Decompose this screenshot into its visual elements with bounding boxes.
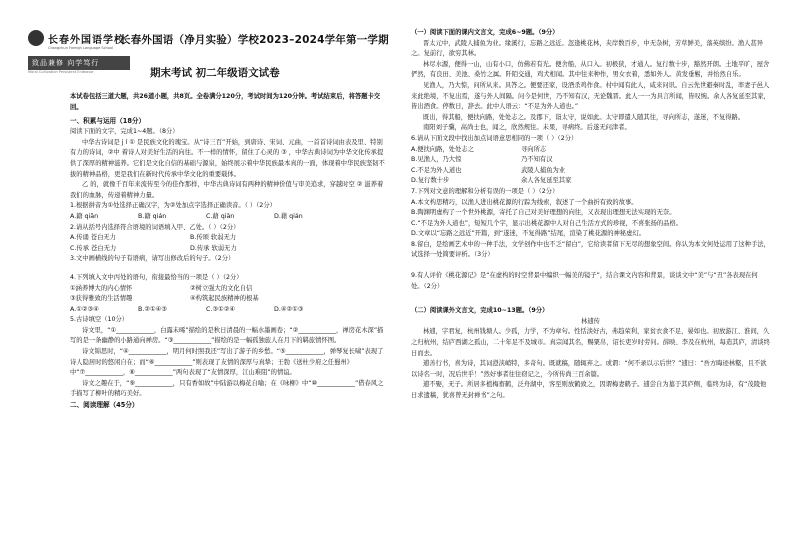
exam-title-line2: 期末考试 初二年级语文试卷 [150,67,280,79]
q6-option-d2: 余人各复延至其家 [521,177,572,185]
school-emblem-icon [28,30,44,46]
classical-passage-para: 林尽水源，便得一山，山有小口，仿佛若有光。便舍船，从口入。初极狭，才通人。复行数十步，豁然开朗。土地平旷，屋舍俨然，有良田、美池、桑竹之属。阡陌交通，鸡犬相闻。其中往来种作，男女衣着，悉如外人。黄发垂髫，并怡然自乐。 [411,60,770,79]
section1-read-instruction: 阅读下面的文字，完成1~4题。（8分） [70,128,179,136]
classical-passage-para: 见渔人，乃大惊，问所从来。具答之。便要还家，设酒杀鸡作食。村中闻有此人，咸来问讯。自云先世避秦时乱，率妻子邑人来此绝境，不复出焉，遂与外人间隔。问今是何世，乃不知有汉，无论魏晋。此人一一为具言所闻，皆叹惋。余人各复延至其家，皆出酒食。停数日，辞去。此中人语云：“不足为外人道也。” [411,81,770,111]
q6-option-a: A.便扶向路，处处志之 [411,145,474,153]
school-motto: 致品兼修 向学笃行 [28,56,130,70]
question-6: 6.请从下面文段中找出加点词语意思相同的一项（ ）（2分） [411,134,578,142]
exam-title-line1: 长春外国语（净月实验）学校2023–2024学年第一学期 [120,34,389,46]
q4-sentence: ②树立强大的文化自信 [190,284,253,292]
question-5: 5.古诗填空（10分） [70,316,129,324]
q6-option-c2: 武陵人捕鱼为业 [521,166,566,174]
q7-option: C.“不足为外人道也”，短短几个字，显示出桃花源中人对自己生活方式的珍视，不喜张扬的品格。 [411,219,683,227]
question-3: 3.文中画横线的句子有语病，请写出修改后的句子。（2分） [70,255,235,263]
section2-heading: 二、阅读理解（45分） [70,401,139,410]
q4-choice: A.①②③④ [70,305,99,313]
right-page [397,0,794,560]
q7-option: D.文章以“忘路之远近”开篇，到“遂迷，不复得路”结尾，渲染了桃花源的神秘虚幻。 [411,230,645,238]
passage2-para: 逋善行书，喜为诗，其词澄浃峭特，多奇句。既就稿，随辄弃之。或谓：“何不录以示后世？”逋曰：“吾方晦迹林壑，且不欲以诗名一时，况后世乎！”然好事者往往窃记之，今所传尚三百余篇。 [411,360,767,378]
q5-text: 诗文锦思时，“④____________，明月何时照我还”写出了游子的乡愁。“⑤____________，弹琴复长啸”表现了诗人隐居时的悠闲自在；而“⑥____________”则表现了友情的深厚与真挚；王勃《送杜少府之任蜀州》中“⑦____________，⑧____________”两句表现了“友情深厚，江山难阻”的情谊。 [70,348,384,377]
classical-passage-para: 晋太元中，武陵人捕鱼为业。缘溪行，忘路之远近。忽逢桃花林，夹岸数百步，中无杂树，芳草鲜美，落英缤纷。渔人甚异之。复前行，欲穷其林。 [411,39,764,58]
question-4: 4.下列填入文中丙处的语句，衔接最恰当的一项是（ ）（2分） [70,273,243,281]
question-8: 8.留白，是绘画艺术中的一种手法，文学创作中也不乏“留白”，它给读者留下无尽的想象空间。你认为本文何处运用了这种手法，试选择一处简要评析。（3分） [411,240,770,259]
q4-sentence: ④构筑起民族精神的根基 [190,295,259,303]
q1-option: D.藉 qián [274,212,303,220]
q4-sentence: ③获得雅致的生活情趣 [70,295,133,303]
q2-option: B.传颂 软弱无力 [190,234,237,242]
q6-option-b2: 乃不知有汉 [521,156,553,164]
q1-option: C.藉 qiān [206,212,235,220]
logo-en: Changchun Foreign Language School [48,46,114,50]
school-motto-en: Moral Cultivation Persistent Endeavor [28,70,94,74]
q2-option: A.传诵 苍白无力 [70,234,116,242]
q6-option-c: C.不足为外人道也 [411,166,462,174]
section1-heading: 一、积累与运用（18分） [70,117,146,126]
passage2-para: 林逋，字君复，杭州钱塘人。少孤，力学，不为章句。性恬淡好古，弗趋荣利，家贫衣食不足，晏如也。初放游江、淮间，久之归杭州，结庐西湖之孤山，二十年足不及城市。真宗闻其名，赐粟帛，诏长吏岁时劳问。薛映、李及在杭州，每造其庐，清谈终日而去。 [411,328,770,357]
q6-option-a2: 寻向所志 [521,145,547,153]
logo-cn: 长春外国语学校 [48,34,125,46]
intro-text: 本试卷包括三道大题，共26道小题，共8页。全卷满分120分，考试时间为120分钟。考试结束后，将答题卡交回。 [70,93,381,111]
q7-option: A.本文构思精巧，以渔人进出桃花源的行踪为线索，叙述了一个曲折有致的故事。 [411,198,638,206]
question-1: 1.根据拼音为①处选择正确汉字，为②处加点字选择正确读音。（ ）（2分） [70,202,276,210]
classical-passage-para: 南阳刘子骥，高尚士也，闻之，欣然规往。未果，寻病终。后遂无问津者。 [423,124,631,132]
question-7: 7.下列对文意的理解和分析有误的一项是（ ）（2分） [411,187,559,195]
subsection2-heading: （二）阅读课外文言文，完成10~13题。（9分） [411,307,549,315]
school-logo [28,30,130,84]
q1-option: A.籍 qiān [70,212,99,220]
passage-para: 中华古诗词是 j í ① 是民族文化的瑰宝。从“诗三百”开始，到唐诗、宋词、元曲，一首首诗词由表及里、特别有力的诗词，②中 着诗人对美好生活的向往。不一样的情怀，留住了心灵的 ③ ，中华古典诗词为中华文化传承提供了深厚的精神滋养。它们是文化自信的基础与源泉，始终展示着中华民族最本真的一面，体现着中华民族坚韧不拔的精神品格，更是我们在新时代传承中华文化的重要载体。 [70,138,385,178]
question-9: 9.有人评价《桃花源记》是“在虚构的时空背景中编织一幅美的镜子”，结合课文内容和背景，谈谈文中“美”与“丑”各表现在何处。（2分） [411,272,758,290]
classical-passage-para: 既出，得其船，便扶向路，处处志之。及郡下，诣太守，说如此。太守即遣人随其往，寻向所志，遂迷，不复得路。 [423,113,745,121]
subsection1-heading: （一）阅读下面的课内文言文，完成6~9题。（9分） [411,29,559,36]
q6-option-d: D.复行数十步 [411,177,450,185]
q4-sentence: ①涵养博大的内心情怀 [70,284,133,292]
question-2: 2.请从括号内选择符合语境的词语填入甲、乙处。（ ）（2分） [70,223,240,231]
q6-option-b: B.见渔人，乃大惊 [411,156,462,164]
q2-option: C.传承 苍白无力 [70,244,117,252]
passage-para: 乙 的，就像千百年来流传至今的佳作那样，中华古典诗词有两种的精神价值与审美追求，穿越时空 ② 滋养着我们的血脉，传递着精神力量。 [70,181,384,199]
q4-choice: D.④②①③ [274,305,304,313]
q5-text: 诗文之趣在于，“⑨____________，只有香如故”中陆游以梅花自喻；在《咏柳》中“⑩____________”借春风之手描写了柳叶的精巧美好。 [70,379,384,398]
q4-choice: C.③①②④ [206,305,235,313]
q5-text: 诗文里，“①____________，白露未晞”描绘的是秋日清晨的一幅水墨画卷；“②____________，禅房花木深”描写的是一条幽静的小路通向禅房。“③____________”描绘的是一幅孤独旅人在月下的羁旅情怀图。 [70,326,384,345]
q1-option: B.籍 qián [138,212,167,220]
passage2-title: 林逋传 [581,317,600,325]
q7-option: B.陶渊明虚构了一个世外桃源，寄托了自己对美好理想的向往，又表现出理想无法实现的无奈。 [411,209,676,217]
q4-choice: B.②①④③ [138,305,167,313]
q2-option: D.传承 软弱无力 [190,244,237,252]
passage2-para: 逋不娶，无子。所居多植梅畜鹤，泛舟湖中，客至则放鹤致之，因谓梅妻鹤子。逋尝自为墓于其庐侧，临终为诗，有“茂陵他日求遗稿，犹喜曾无封禅书”之句。 [411,381,767,399]
